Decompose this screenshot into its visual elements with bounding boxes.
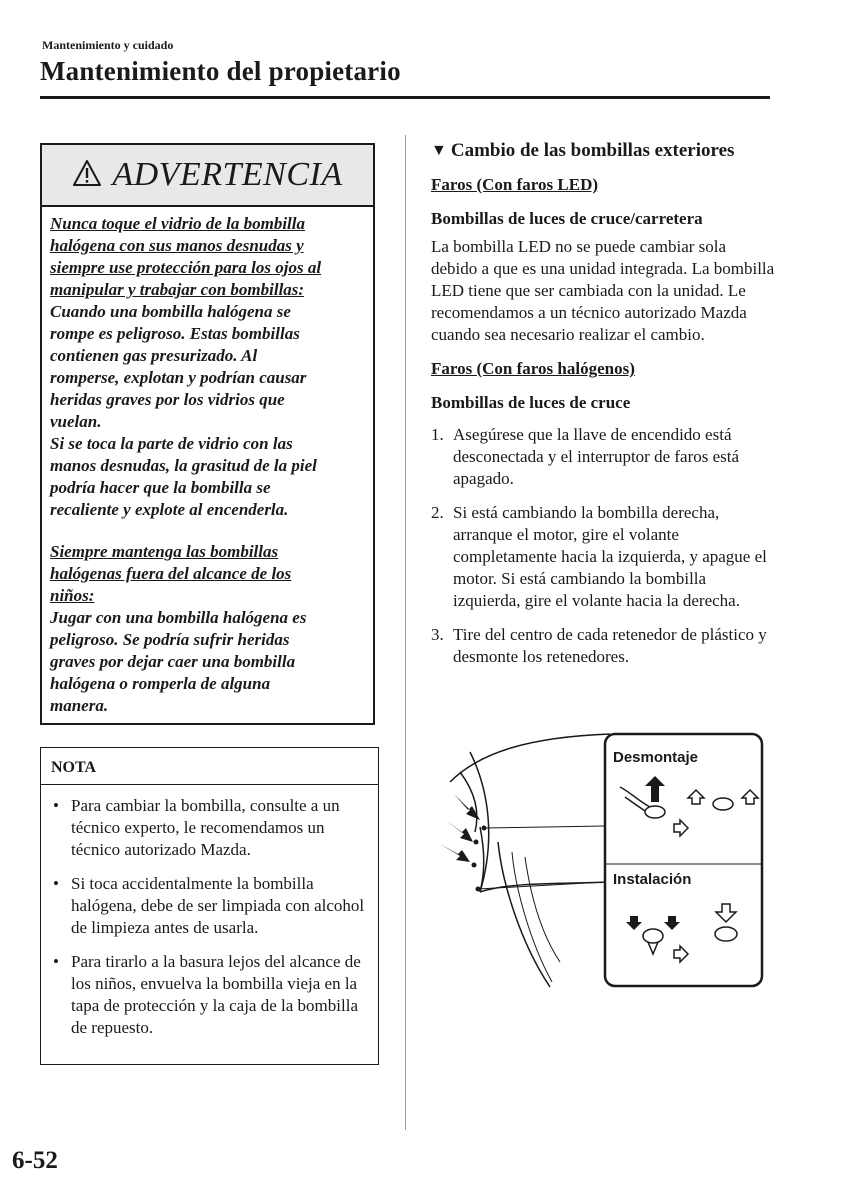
- page-number: 6-52: [12, 1147, 58, 1174]
- subheading-low-beam: Bombillas de luces de cruce: [431, 393, 631, 412]
- note-item-text: Para cambiar la bombilla, consulte a un técnico experto, le recomendamos un técnico autorizado Mazda.: [71, 796, 340, 859]
- subheading-beams: Bombillas de luces de cruce/carretera: [431, 209, 703, 228]
- warning-text-line: Jugar con una bombilla halógena es: [50, 608, 307, 627]
- label-install: Instalación: [613, 871, 692, 888]
- warning-text-line: peligroso. Se podría sufrir heridas: [50, 630, 290, 649]
- warning-heading-line: siempre use protección para los ojos al: [50, 258, 322, 277]
- warning-text-line: podría hacer que la bombilla se: [50, 478, 271, 497]
- right-column: [431, 140, 776, 680]
- step-text: Tire del centro de cada retenedor de plástico y desmonte los retenedores.: [453, 625, 767, 666]
- step-item: [431, 624, 776, 668]
- step-number: 2.: [431, 503, 444, 522]
- warning-title: ADVERTENCIA: [112, 156, 343, 193]
- warning-text-line: graves por dejar caer una bombilla: [50, 652, 296, 671]
- warning-text-line: Si se toca la parte de vidrio con las: [50, 434, 293, 453]
- warning-text-line: heridas graves por los vidrios que: [50, 390, 285, 409]
- warning-heading-line: manipular y trabajar con bombillas:: [50, 280, 305, 299]
- header-section-label: Mantenimiento y cuidado: [42, 38, 174, 52]
- triangle-down-icon: ▼: [431, 142, 447, 159]
- note-item-text: Si toca accidentalmente la bombilla halógena, debe de ser limpiada con alcohol de limpieza antes de usarla.: [71, 874, 365, 937]
- header-rule: [40, 96, 770, 99]
- warning-text-line: halógena o romperla de alguna: [50, 674, 271, 693]
- step-item: [431, 502, 776, 612]
- warning-heading-line: halógena con sus manos desnudas y: [50, 236, 304, 255]
- step-text: Si está cambiando la bombilla derecha, arranque el motor, gire el volante completamente hacia la izquierda, y apague el motor. Si está cambiando la bombilla izquierda, gire el volante hacia la derecha.: [453, 503, 767, 610]
- warning-text-line: rompe es peligroso. Estas bombillas: [50, 324, 300, 343]
- note-title: NOTA: [41, 748, 378, 785]
- warning-text-line: manos desnudas, la grasitud de la piel: [50, 456, 317, 475]
- warning-gap: [50, 521, 365, 541]
- warning-text-line: Cuando una bombilla halógena se: [50, 302, 291, 321]
- warning-heading-line: halógenas fuera del alcance de los: [50, 564, 292, 583]
- step-number: 3.: [431, 625, 444, 644]
- retainer-illustration: [440, 732, 770, 990]
- bullet-icon: •: [53, 952, 59, 971]
- label-removal: Desmontaje: [613, 749, 699, 766]
- page-title: Mantenimiento del propietario: [40, 56, 401, 86]
- step-number: 1.: [431, 425, 444, 444]
- warning-heading-line: Siempre mantenga las bombillas: [50, 542, 279, 561]
- led-paragraph: La bombilla LED no se puede cambiar sola debido a que es una unidad integrada. La bombilla LED tiene que ser cambiada con la unidad. Le recomendamos a un técnico autorizado Mazda cuando sea necesario realizar el cambio.: [431, 237, 775, 344]
- warning-box: [40, 143, 375, 725]
- note-item: [51, 795, 370, 861]
- warning-triangle-icon: [72, 159, 102, 192]
- note-item: [51, 951, 370, 1039]
- warning-header: [42, 145, 373, 207]
- warning-heading-line: niños:: [50, 586, 95, 605]
- step-text: Asegúrese que la llave de encendido está desconectada y el interruptor de faros está apagado.: [453, 425, 740, 488]
- subheading-halogen: Faros (Con faros halógenos): [431, 359, 635, 378]
- warning-text-line: contienen gas presurizado. Al: [50, 346, 258, 365]
- retainer-figure: [440, 732, 770, 990]
- bullet-icon: •: [53, 874, 59, 893]
- section-heading: [431, 140, 776, 162]
- warning-text-line: recaliente y explote al encenderla.: [50, 500, 289, 519]
- bullet-icon: •: [53, 796, 59, 815]
- note-box: [40, 747, 379, 1065]
- warning-text-line: romperse, explotan y podrían causar: [50, 368, 307, 387]
- note-item-text: Para tirarlo a la basura lejos del alcance de los niños, envuelva la bombilla vieja en la tapa de protección y la caja de la bombilla de repuesto.: [71, 952, 361, 1037]
- steps-list: [431, 424, 776, 668]
- subheading-led: Faros (Con faros LED): [431, 175, 599, 194]
- warning-heading-line: Nunca toque el vidrio de la bombilla: [50, 214, 305, 233]
- warning-text-line: manera.: [50, 696, 109, 715]
- column-divider: [405, 135, 406, 1130]
- warning-text-line: vuelan.: [50, 412, 102, 431]
- note-list: [41, 785, 378, 1039]
- warning-body: [42, 207, 373, 717]
- step-item: [431, 424, 776, 490]
- note-item: [51, 873, 370, 939]
- section-heading-text: Cambio de las bombillas exteriores: [450, 140, 735, 161]
